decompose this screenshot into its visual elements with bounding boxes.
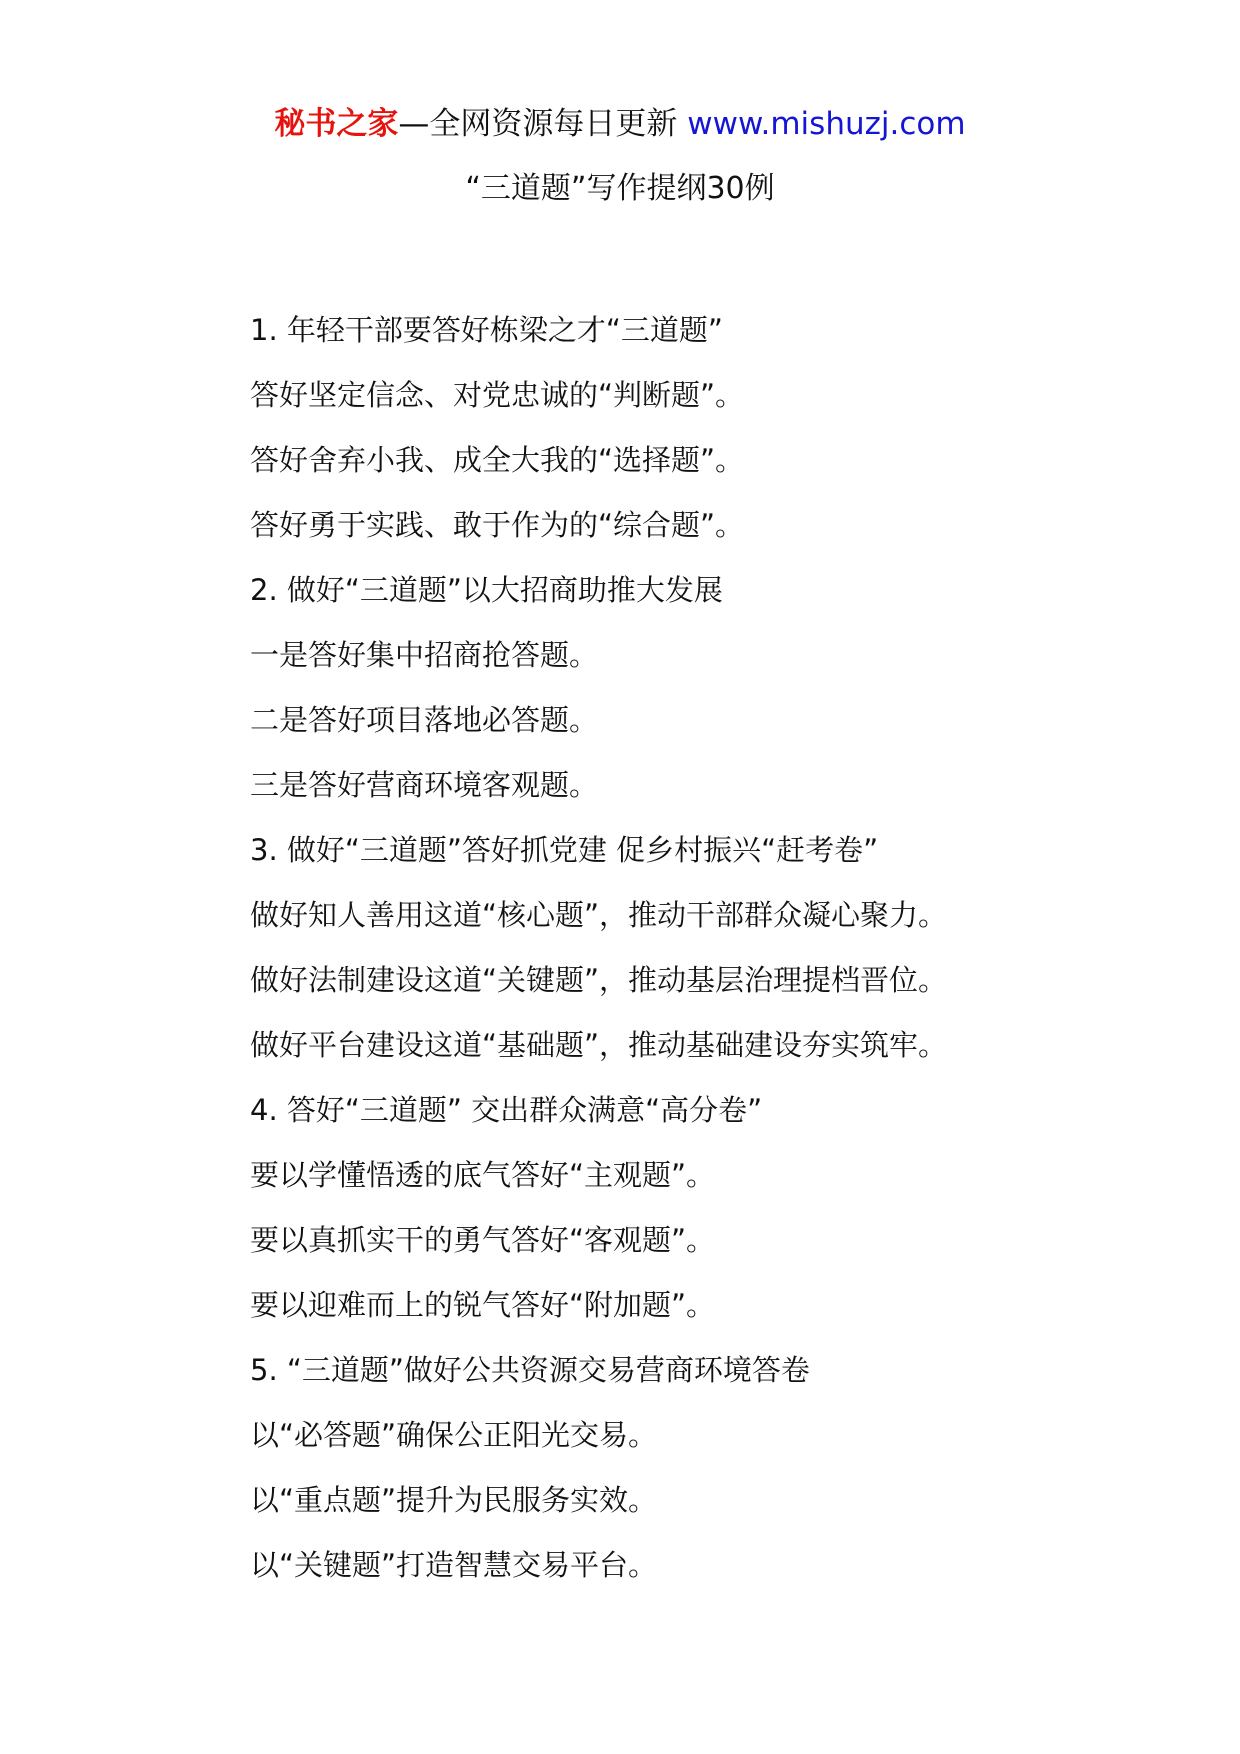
body-line: 答好勇于实践、敢于作为的“综合题”。 — [250, 508, 745, 542]
section-heading-1: 1. 年轻干部要答好栋梁之才“三道题” — [250, 313, 723, 347]
body-line: 做好法制建设这道“关键题”，推动基层治理提档晋位。 — [250, 963, 948, 997]
body-line: 三是答好营商环境客观题。 — [250, 768, 599, 802]
body-line: 一是答好集中招商抢答题。 — [250, 638, 599, 672]
body-line: 答好坚定信念、对党忠诚的“判断题”。 — [250, 378, 745, 412]
section-heading-3: 3. 做好“三道题”答好抓党建 促乡村振兴“赶考卷” — [250, 833, 879, 867]
section-heading-5: 5. “三道题”做好公共资源交易营商环境答卷 — [250, 1353, 810, 1387]
body-line: 答好舍弃小我、成全大我的“选择题”。 — [250, 443, 745, 477]
header-tagline: —全网资源每日更新 — [398, 106, 678, 142]
body-line: 要以迎难而上的锐气答好“附加题”。 — [250, 1288, 716, 1322]
body-line: 以“关键题”打造智慧交易平台。 — [250, 1548, 658, 1582]
site-url-link[interactable]: www.mishuzj.com — [687, 106, 966, 142]
brand-name: 秘书之家 — [274, 106, 399, 142]
section-heading-2: 2. 做好“三道题”以大招商助推大发展 — [250, 573, 723, 607]
section-heading-4: 4. 答好“三道题” 交出群众满意“高分卷” — [250, 1093, 763, 1127]
document-title: “三道题”写作提纲30例 — [465, 171, 775, 206]
body-line: 做好知人善用这道“核心题”，推动干部群众凝心聚力。 — [250, 898, 948, 932]
body-line: 要以真抓实干的勇气答好“客观题”。 — [250, 1223, 716, 1257]
body-line: 二是答好项目落地必答题。 — [250, 703, 599, 737]
body-line: 做好平台建设这道“基础题”，推动基础建设夯实筑牢。 — [250, 1028, 948, 1062]
body-line: 以“重点题”提升为民服务实效。 — [250, 1483, 658, 1517]
body-line: 以“必答题”确保公正阳光交易。 — [250, 1418, 658, 1452]
document-body — [250, 298, 1150, 1598]
body-line: 要以学懂悟透的底气答好“主观题”。 — [250, 1158, 716, 1192]
site-header — [0, 100, 1240, 148]
